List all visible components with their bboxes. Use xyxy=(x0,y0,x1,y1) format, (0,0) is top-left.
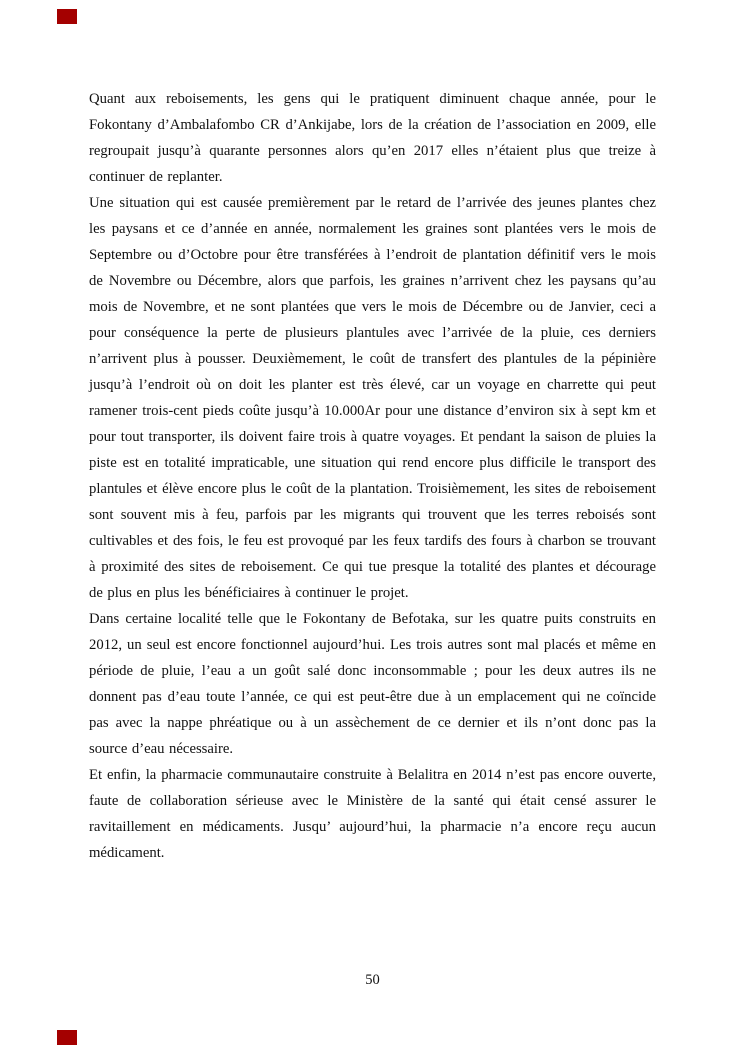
page-number: 50 xyxy=(365,972,380,988)
red-corner-mark-bottom xyxy=(57,1030,77,1045)
paragraph-puits-befotaka: Dans certaine localité telle que le Fokontany de Befotaka, sur les quatre puits construits en 2012, un seul est encore fonctionnel aujourd’hui. Les trois autres sont mal placés et même en période de pluie, l’eau a un goût salé donc inconsommable ; pour les deux autres ils ne donnent pas d’eau toute l’année, ce qui est peut-être due à un emplacement qui ne coïncide pas avec la nappe phréatique ou à un assèchement de ce dernier et ils n’ont donc pas la source d’eau nécessaire. xyxy=(89,611,656,757)
paragraph-reboisements: Quant aux reboisements, les gens qui le pratiquent diminuent chaque année, pour le Fokontany d’Ambalafombo CR d’Ankijabe, lors de la création de l’association en 2009, elle regroupait jusqu’à quarante personnes alors qu’en 2017 elles n’étaient plus que treize à continuer de replanter. xyxy=(89,91,656,185)
paragraph-pharmacie: Et enfin, la pharmacie communautaire construite à Belalitra en 2014 n’est pas encore ouverte, faute de collaboration sérieuse avec le Ministère de la santé qui était censé assurer le ravitaillement en médicaments. Jusqu’ aujourd’hui, la pharmacie n’a encore reçu aucun médicament. xyxy=(89,767,656,861)
paragraph-causes: Une situation qui est causée premièrement par le retard de l’arrivée des jeunes plantes chez les paysans et ce d’année en année, normalement les graines sont plantées vers le mois de Septembre ou d’Octobre pour être transférées à l’endroit de plantation définitif vers le mois de Novembre ou Décembre, alors que parfois, les graines n’arrivent chez les paysans qu’au mois de Novembre, et ne sont plantées que vers le mois de Décembre ou de Janvier, ceci a pour conséquence la perte de plusieurs plantules avec l’arrivée de la pluie, ces derniers n’arrivent plus à pousser. Deuxièmement, le coût de transfert des plantules de la pépinière jusqu’à l’endroit où on doit les planter est très élevé, car un voyage en charrette qui peut ramener trois-cent pieds coûte jusqu’à 10.000Ar pour une distance d’environ six à sept km et pour tout transporter, ils doivent faire trois à quatre voyages. Et pendant la saison de pluies la piste est en totalité impraticable, une situation qui rend encore plus difficile le transport des plantules et élève encore plus le coût de la plantation. Troisièmement, les sites de reboisement sont souvent mis à feu, parfois par les migrants qui trouvent que les terres reboisés sont cultivables et des fois, le feu est provoqué par les feux tardifs des fours à charbon se trouvant à proximité des sites de reboisement. Ce qui tue presque la totalité des plantes et décourage de plus en plus les bénéficiaires à continuer le projet. xyxy=(89,195,656,601)
red-corner-mark-top xyxy=(57,9,77,24)
text-block xyxy=(89,86,656,866)
